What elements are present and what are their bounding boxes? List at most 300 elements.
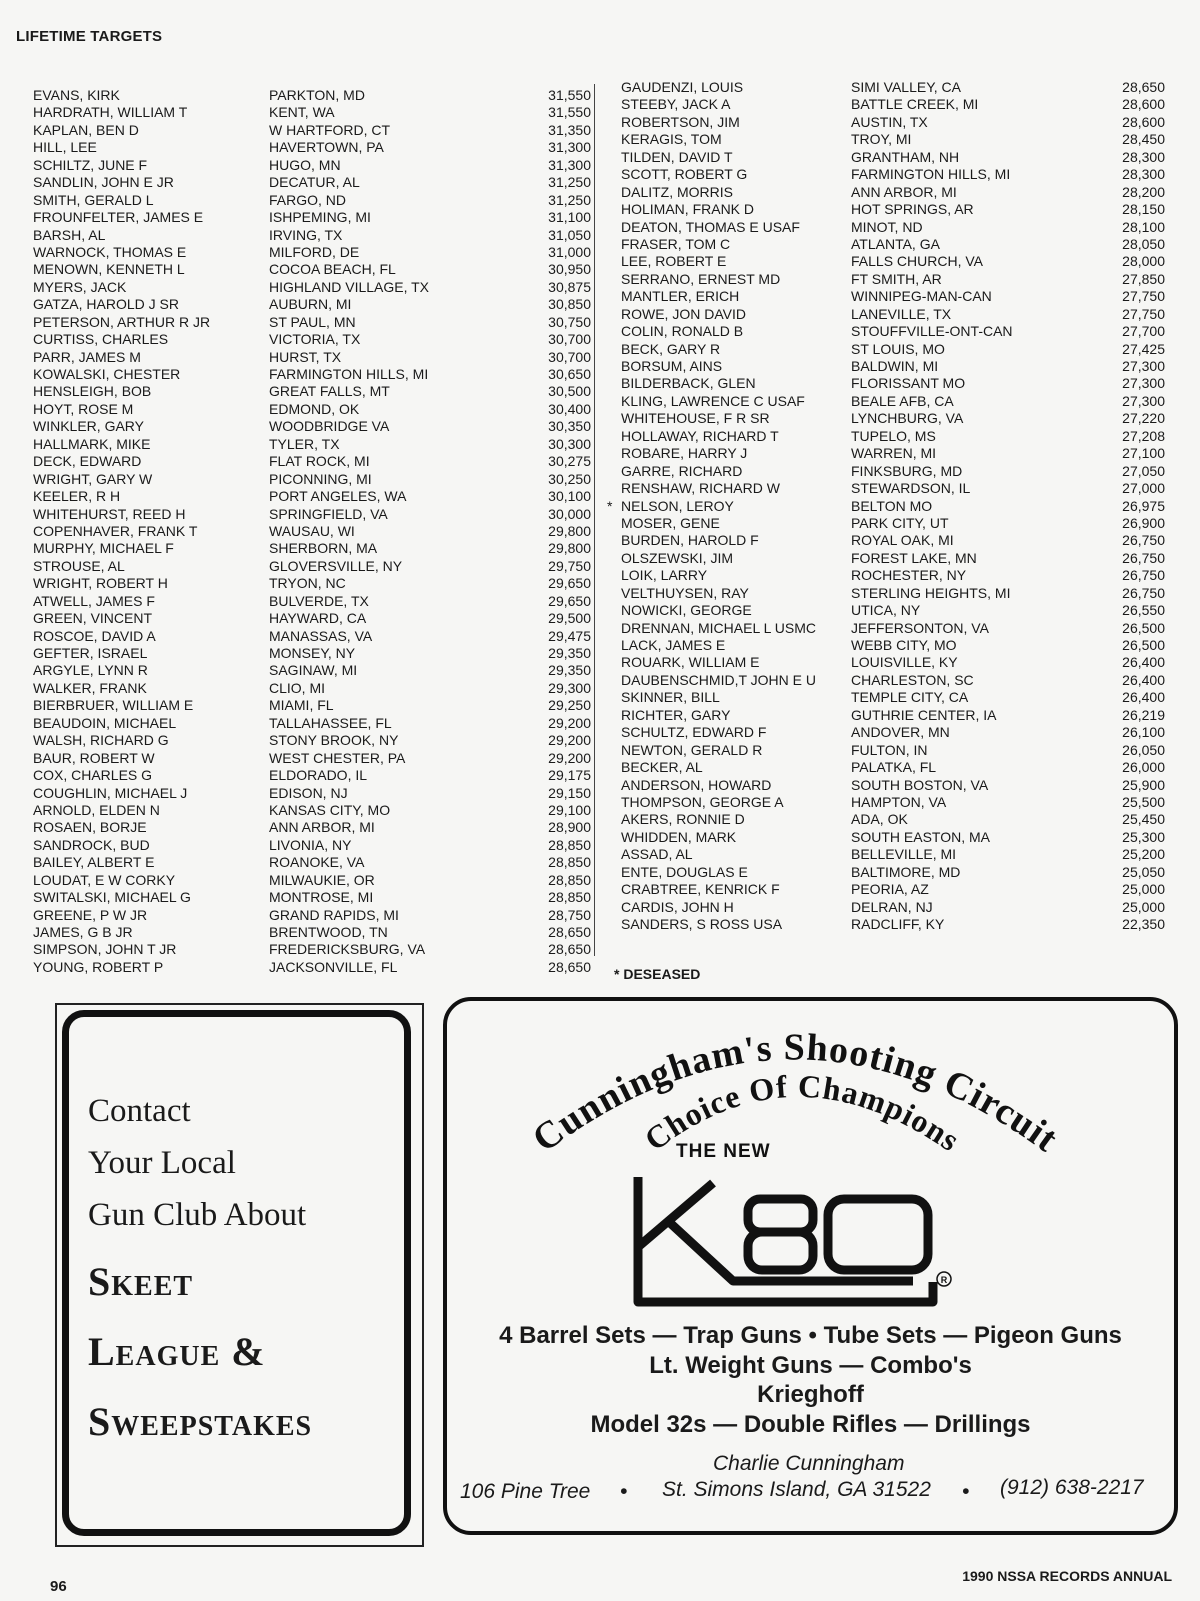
table-row <box>33 575 591 592</box>
cell-name: LOIK, LARRY <box>621 567 708 584</box>
cell-city: ANN ARBOR, MI <box>269 819 375 836</box>
ad-contact-name: Charlie Cunningham <box>713 1452 905 1475</box>
cell-city: IRVING, TX <box>269 226 343 243</box>
table-row <box>33 523 591 540</box>
cell-name: WHIDDEN, MARK <box>621 828 737 845</box>
cell-city: GRAND RAPIDS, MI <box>269 906 399 923</box>
cell-score: 27,300 <box>1122 358 1165 374</box>
table-row <box>33 192 591 209</box>
table-row <box>621 672 1165 689</box>
cell-name: ATWELL, JAMES F <box>33 592 155 609</box>
cell-score: 30,500 <box>548 383 591 400</box>
table-row <box>621 341 1165 358</box>
cell-city: LANEVILLE, TX <box>851 305 952 322</box>
cell-score: 27,100 <box>1122 445 1165 462</box>
cell-city: JEFFERSONTON, VA <box>851 619 989 636</box>
table-row <box>33 506 591 523</box>
cell-name: STROUSE, AL <box>33 557 125 574</box>
cell-name: YOUNG, ROBERT P <box>33 958 164 975</box>
table-row <box>621 532 1165 549</box>
cell-city: PEORIA, AZ <box>851 881 929 898</box>
table-row <box>621 393 1165 410</box>
cell-score: 31,350 <box>548 121 591 138</box>
cell-score: 27,220 <box>1122 410 1165 427</box>
ad-bullet-1: • <box>620 1480 628 1503</box>
cell-name: BORSUM, AINS <box>621 358 723 374</box>
table-row <box>33 418 591 435</box>
cell-name: SANDROCK, BUD <box>33 836 150 853</box>
table-row <box>621 236 1165 253</box>
table-row <box>621 445 1165 462</box>
table-row <box>621 323 1165 340</box>
table-row <box>33 802 591 819</box>
cell-city: PARKTON, MD <box>269 87 365 103</box>
cell-name: EVANS, KIRK <box>33 87 120 103</box>
cell-score: 25,300 <box>1122 828 1165 845</box>
cell-city: FARMINGTON HILLS, MI <box>269 366 429 382</box>
table-row <box>621 811 1165 828</box>
table-row <box>33 209 591 226</box>
cell-score: 30,750 <box>548 313 591 330</box>
cell-name: RICHTER, GARY <box>621 706 731 723</box>
cell-city: BATTLE CREEK, MI <box>851 96 979 113</box>
cell-name: PETERSON, ARTHUR R JR <box>33 313 211 330</box>
footnote: * DESEASED <box>614 966 701 982</box>
cell-name: NEWTON, GERALD R <box>621 741 763 758</box>
table-row <box>621 515 1165 532</box>
cell-name: COUGHLIN, MICHAEL J <box>33 784 188 801</box>
cell-name: SCHULTZ, EDWARD F <box>621 724 767 741</box>
cell-city: ANDOVER, MN <box>851 724 950 741</box>
table-row <box>621 550 1165 567</box>
cell-city: FARMINGTON HILLS, MI <box>851 166 1011 183</box>
table-row <box>33 889 591 906</box>
table-row <box>33 540 591 557</box>
table-row <box>621 306 1165 323</box>
cell-score: 31,000 <box>548 243 591 260</box>
table-row <box>621 428 1165 445</box>
table-row <box>33 174 591 191</box>
cell-city: PARK CITY, UT <box>851 514 949 531</box>
cell-score: 26,000 <box>1122 759 1165 776</box>
cell-name: CARDIS, JOHN H <box>621 898 734 915</box>
table-row <box>621 742 1165 759</box>
cell-city: FLORISSANT MO <box>851 375 966 392</box>
cell-score: 30,950 <box>548 261 591 278</box>
cell-score: 28,650 <box>548 958 591 975</box>
cell-name: ENTE, DOUGLAS E <box>621 863 748 880</box>
cell-city: EDMOND, OK <box>269 400 360 417</box>
cell-city: HAVERTOWN, PA <box>269 139 384 156</box>
cell-city: ADA, OK <box>851 811 908 828</box>
table-row <box>33 715 591 732</box>
cell-name: KEELER, R H <box>33 488 121 505</box>
table-row <box>33 837 591 854</box>
table-row <box>33 750 591 767</box>
ad-address: 106 Pine Tree <box>460 1480 591 1503</box>
table-row <box>33 558 591 575</box>
cell-city: ANN ARBOR, MI <box>851 183 957 200</box>
cell-city: HUGO, MN <box>269 156 341 173</box>
cell-score: 28,650 <box>548 924 591 940</box>
cell-city: AUBURN, MI <box>269 296 352 313</box>
cell-score: 27,300 <box>1122 392 1165 409</box>
cell-city: FT SMITH, AR <box>851 270 942 287</box>
table-row <box>621 881 1165 898</box>
cell-name: DALITZ, MORRIS <box>621 183 734 200</box>
cell-city: AUSTIN, TX <box>851 113 928 130</box>
cell-city: ST PAUL, MN <box>269 313 356 330</box>
table-row <box>33 645 591 662</box>
cell-name: GREEN, VINCENT <box>33 610 153 627</box>
cell-city: TALLAHASSEE, FL <box>269 714 392 731</box>
cell-city: MILWAUKIE, OR <box>269 871 375 888</box>
cell-score: 30,100 <box>548 488 591 505</box>
cell-name: BECKER, AL <box>621 759 703 776</box>
ad-arc-title: Cunningham's Shooting Circuit <box>525 1026 1066 1161</box>
cell-score: 31,550 <box>548 87 591 103</box>
table-row <box>33 383 591 400</box>
cell-city: BELLEVILLE, MI <box>851 846 957 863</box>
cell-city: BEALE AFB, CA <box>851 392 954 409</box>
table-row <box>621 654 1165 671</box>
cell-score: 26,100 <box>1122 724 1165 741</box>
table-row <box>33 401 591 418</box>
cell-score: 29,650 <box>548 575 591 592</box>
cell-city: BULVERDE, TX <box>269 592 369 609</box>
table-row <box>33 767 591 784</box>
cell-score: 28,300 <box>1122 166 1165 183</box>
cell-name: FRASER, TOM C <box>621 235 731 252</box>
cell-score: 26,750 <box>1122 549 1165 566</box>
left-ad-line-1: Contact <box>88 1093 191 1129</box>
table-row <box>33 349 591 366</box>
cell-name: SCOTT, ROBERT G <box>621 166 748 183</box>
cell-name: SWITALSKI, MICHAEL G <box>33 889 191 906</box>
cell-name: SANDERS, S ROSS USA <box>621 916 783 932</box>
cell-city: WAUSAU, WI <box>269 522 355 539</box>
left-ad-skeet: Skeet <box>88 1259 194 1304</box>
cell-score: 31,550 <box>548 104 591 121</box>
cell-city: KANSAS CITY, MO <box>269 801 391 818</box>
cell-name: ASSAD, AL <box>621 846 693 863</box>
table-row <box>33 941 591 958</box>
cell-city: WEBB CITY, MO <box>851 637 957 653</box>
cell-city: EDISON, NJ <box>269 784 348 801</box>
cell-score: 26,400 <box>1122 654 1165 671</box>
table-row <box>33 872 591 889</box>
cell-name: GAUDENZI, LOUIS <box>621 79 744 95</box>
cell-score: 28,600 <box>1122 113 1165 130</box>
table-row <box>33 122 591 139</box>
cell-score: 26,750 <box>1122 567 1165 584</box>
cell-city: TUPELO, MS <box>851 427 936 444</box>
cell-name: OLSZEWSKI, JIM <box>621 549 734 566</box>
cell-score: 28,750 <box>548 906 591 923</box>
cell-score: 28,600 <box>1122 96 1165 113</box>
cell-city: MONSEY, NY <box>269 645 356 661</box>
cell-score: 28,850 <box>548 836 591 853</box>
table-row <box>33 610 591 627</box>
left-ad-sweepstakes: Sweepstakes <box>88 1399 313 1444</box>
cell-score: 28,450 <box>1122 131 1165 148</box>
cell-city: HIGHLAND VILLAGE, TX <box>269 278 430 295</box>
cell-name: MANTLER, ERICH <box>621 288 740 305</box>
cell-score: 26,750 <box>1122 532 1165 549</box>
table-row <box>621 114 1165 131</box>
cell-score: 26,975 <box>1122 497 1165 514</box>
cell-score: 25,000 <box>1122 898 1165 915</box>
cell-score: 29,200 <box>548 714 591 731</box>
cell-city: SIMI VALLEY, CA <box>851 79 961 95</box>
cell-score: 28,300 <box>1122 148 1165 165</box>
cell-score: 29,750 <box>548 557 591 574</box>
cell-name: SIMPSON, JOHN T JR <box>33 941 177 958</box>
cell-city: WARREN, MI <box>851 445 937 462</box>
cell-score: 22,350 <box>1122 916 1165 932</box>
table-row <box>33 279 591 296</box>
cell-city: WOODBRIDGE VA <box>269 418 390 435</box>
cell-name: LEE, ROBERT E <box>621 253 727 270</box>
cell-name: WALKER, FRANK <box>33 679 147 696</box>
cell-name: COPENHAVER, FRANK T <box>33 522 198 539</box>
cell-score: 26,750 <box>1122 584 1165 601</box>
cell-name: RENSHAW, RICHARD W <box>621 480 780 497</box>
section-title: LIFETIME TARGETS <box>16 28 163 45</box>
cell-score: 28,200 <box>1122 183 1165 200</box>
cell-score: 28,900 <box>548 819 591 836</box>
cell-score: 31,300 <box>548 139 591 156</box>
cell-name: CURTISS, CHARLES <box>33 331 169 348</box>
cell-score: 29,250 <box>548 697 591 714</box>
table-row <box>33 104 591 121</box>
table-row <box>621 864 1165 881</box>
cell-score: 31,100 <box>548 209 591 226</box>
cell-city: ROANOKE, VA <box>269 854 365 871</box>
left-table <box>33 87 591 976</box>
cell-score: 28,650 <box>548 941 591 958</box>
cell-score: 27,850 <box>1122 270 1165 287</box>
table-row <box>621 829 1165 846</box>
cell-name: SCHILTZ, JUNE F <box>33 156 148 173</box>
cell-city: GLOVERSVILLE, NY <box>269 557 403 574</box>
cell-name: WHITEHURST, REED H <box>33 505 186 522</box>
cell-score: 26,219 <box>1122 706 1165 723</box>
table-row <box>621 689 1165 706</box>
cell-name: WHITEHOUSE, F R SR <box>621 410 770 427</box>
cell-city: PICONNING, MI <box>269 470 372 487</box>
cell-city: MIAMI, FL <box>269 697 334 714</box>
cell-city: RADCLIFF, KY <box>851 916 945 932</box>
cell-name: BIERBRUER, WILLIAM E <box>33 697 194 714</box>
table-row <box>621 149 1165 166</box>
cell-score: 27,300 <box>1122 375 1165 392</box>
cell-city: DECATUR, AL <box>269 174 360 191</box>
cell-score: 26,400 <box>1122 689 1165 706</box>
table-row <box>621 288 1165 305</box>
left-ad-line-2: Your Local <box>88 1145 236 1181</box>
ad-line-1: 4 Barrel Sets — Trap Guns • Tube Sets — Pigeon Guns <box>499 1322 1122 1349</box>
cell-score: 29,300 <box>548 679 591 696</box>
cell-city: STERLING HEIGHTS, MI <box>851 584 1011 601</box>
cell-city: DELRAN, NJ <box>851 898 933 915</box>
cell-name: LOUDAT, E W CORKY <box>33 871 176 888</box>
cell-city: BALTIMORE, MD <box>851 863 961 880</box>
cell-score: 30,275 <box>548 453 591 470</box>
table-row <box>621 724 1165 741</box>
cell-name: HILL, LEE <box>33 139 97 156</box>
table-row <box>621 707 1165 724</box>
table-row <box>33 471 591 488</box>
cell-score: 26,500 <box>1122 619 1165 636</box>
cell-city: WEST CHESTER, PA <box>269 749 406 766</box>
cell-score: 25,450 <box>1122 811 1165 828</box>
cell-city: JACKSONVILLE, FL <box>269 958 398 975</box>
cell-name: GEFTER, ISRAEL <box>33 645 148 661</box>
table-row <box>621 846 1165 863</box>
cell-name: DECK, EDWARD <box>33 453 142 470</box>
table-row <box>33 680 591 697</box>
cell-score: 28,000 <box>1122 253 1165 270</box>
table-row <box>33 697 591 714</box>
cell-city: LIVONIA, NY <box>269 836 352 853</box>
cell-name: WINKLER, GARY <box>33 418 144 435</box>
cell-city: FINKSBURG, MD <box>851 462 963 479</box>
running-footer: 1990 NSSA RECORDS ANNUAL <box>962 1568 1172 1584</box>
cell-score: 30,700 <box>548 331 591 348</box>
cell-name: LACK, JAMES E <box>621 637 726 653</box>
cell-name: BAUR, ROBERT W <box>33 749 155 766</box>
cell-city: FULTON, IN <box>851 741 928 758</box>
cell-score: 26,500 <box>1122 637 1165 653</box>
cell-name: MURPHY, MICHAEL F <box>33 540 174 557</box>
cell-city: HAYWARD, CA <box>269 610 367 627</box>
cell-city: HURST, TX <box>269 348 342 365</box>
cell-score: 28,850 <box>548 889 591 906</box>
cell-city: UTICA, NY <box>851 602 921 619</box>
cell-city: ROCHESTER, NY <box>851 567 967 584</box>
table-row <box>33 488 591 505</box>
cell-city: WINNIPEG-MAN-CAN <box>851 288 992 305</box>
cell-score: 30,650 <box>548 366 591 382</box>
table-row <box>621 271 1165 288</box>
cell-name: TILDEN, DAVID T <box>621 148 733 165</box>
cell-city: ELDORADO, IL <box>269 767 368 784</box>
table-row <box>621 253 1165 270</box>
cell-city: PORT ANGELES, WA <box>269 488 407 505</box>
cell-city: STONY BROOK, NY <box>269 732 399 749</box>
cell-city: MONTROSE, MI <box>269 889 374 906</box>
cell-city: HOT SPRINGS, AR <box>851 201 974 218</box>
cell-city: SPRINGFIELD, VA <box>269 505 388 522</box>
cell-city: PALATKA, FL <box>851 759 937 776</box>
table-row <box>33 628 591 645</box>
cell-score: 27,425 <box>1122 340 1165 357</box>
cell-city: TROY, MI <box>851 131 912 148</box>
table-row <box>621 166 1165 183</box>
cell-city: ATLANTA, GA <box>851 235 940 252</box>
table-row <box>607 497 1165 515</box>
cell-city: STOUFFVILLE-ONT-CAN <box>851 323 1013 340</box>
cell-name: DAUBENSCHMID,T JOHN E U <box>621 671 816 688</box>
cell-name: WRIGHT, GARY W <box>33 470 153 487</box>
table-row <box>621 777 1165 794</box>
cell-city: HAMPTON, VA <box>851 793 947 810</box>
registered-letter: R <box>940 1275 948 1285</box>
cell-score: 27,050 <box>1122 462 1165 479</box>
cell-score: 25,050 <box>1122 863 1165 880</box>
table-row <box>621 201 1165 218</box>
table-row <box>33 261 591 278</box>
cell-score: 27,750 <box>1122 288 1165 305</box>
cell-city: TEMPLE CITY, CA <box>851 689 969 706</box>
cell-name: BAILEY, ALBERT E <box>33 854 155 871</box>
cell-city: FREDERICKSBURG, VA <box>269 941 426 958</box>
table-row <box>33 593 591 610</box>
table-row <box>33 314 591 331</box>
table-row <box>621 480 1165 497</box>
cell-score: 31,250 <box>548 191 591 208</box>
cell-name: NELSON, LEROY <box>621 497 734 514</box>
cell-score: 31,250 <box>548 174 591 191</box>
table-row <box>621 96 1165 113</box>
cell-score: 27,000 <box>1122 480 1165 497</box>
cell-city: VICTORIA, TX <box>269 331 361 348</box>
table-row <box>33 924 591 941</box>
cell-name: AKERS, RONNIE D <box>621 811 745 828</box>
cell-city: FARGO, ND <box>269 191 347 208</box>
cell-city: STEWARDSON, IL <box>851 480 971 497</box>
table-row <box>621 899 1165 916</box>
cell-score: 30,300 <box>548 435 591 452</box>
k80-logo <box>638 1177 933 1302</box>
cell-name: HOLIMAN, FRANK D <box>621 201 755 218</box>
cell-name: NOWICKI, GEORGE <box>621 602 752 619</box>
ad-line-4: Model 32s — Double Rifles — Drillings <box>590 1411 1031 1438</box>
cell-name: ARNOLD, ELDEN N <box>33 801 160 818</box>
cell-name: BECK, GARY R <box>621 340 721 357</box>
cell-score: 29,800 <box>548 540 591 557</box>
cell-city: GREAT FALLS, MT <box>269 383 390 400</box>
cell-name: BARSH, AL <box>33 226 106 243</box>
cell-score: 29,350 <box>548 645 591 661</box>
cell-score: 30,250 <box>548 470 591 487</box>
ad-line-3: Krieghoff <box>757 1381 864 1408</box>
table-row <box>621 916 1165 933</box>
cell-city: SAGINAW, MI <box>269 662 358 679</box>
cell-score: 28,150 <box>1122 201 1165 218</box>
cell-score: 26,550 <box>1122 602 1165 619</box>
cell-city: TYLER, TX <box>269 435 340 452</box>
ad-arc-subtitle: Choice Of Champions <box>637 1067 967 1159</box>
cell-city: ROYAL OAK, MI <box>851 532 954 549</box>
cell-city: W HARTFORD, CT <box>269 121 391 138</box>
cell-name: GREENE, P W JR <box>33 906 148 923</box>
cell-name: PARR, JAMES M <box>33 348 141 365</box>
cell-name: GATZA, HAROLD J SR <box>33 296 179 313</box>
table-row <box>33 662 591 679</box>
column-divider <box>594 84 595 956</box>
cell-city: LOUISVILLE, KY <box>851 654 958 671</box>
cell-city: FOREST LAKE, MN <box>851 549 977 566</box>
table-row <box>33 227 591 244</box>
cell-city: BALDWIN, MI <box>851 358 939 374</box>
cell-score: 30,700 <box>548 348 591 365</box>
cell-city: MANASSAS, VA <box>269 627 373 644</box>
cell-name: KLING, LAWRENCE C USAF <box>621 392 805 409</box>
cell-name: VELTHUYSEN, RAY <box>621 584 749 601</box>
cell-name: ROUARK, WILLIAM E <box>621 654 760 671</box>
